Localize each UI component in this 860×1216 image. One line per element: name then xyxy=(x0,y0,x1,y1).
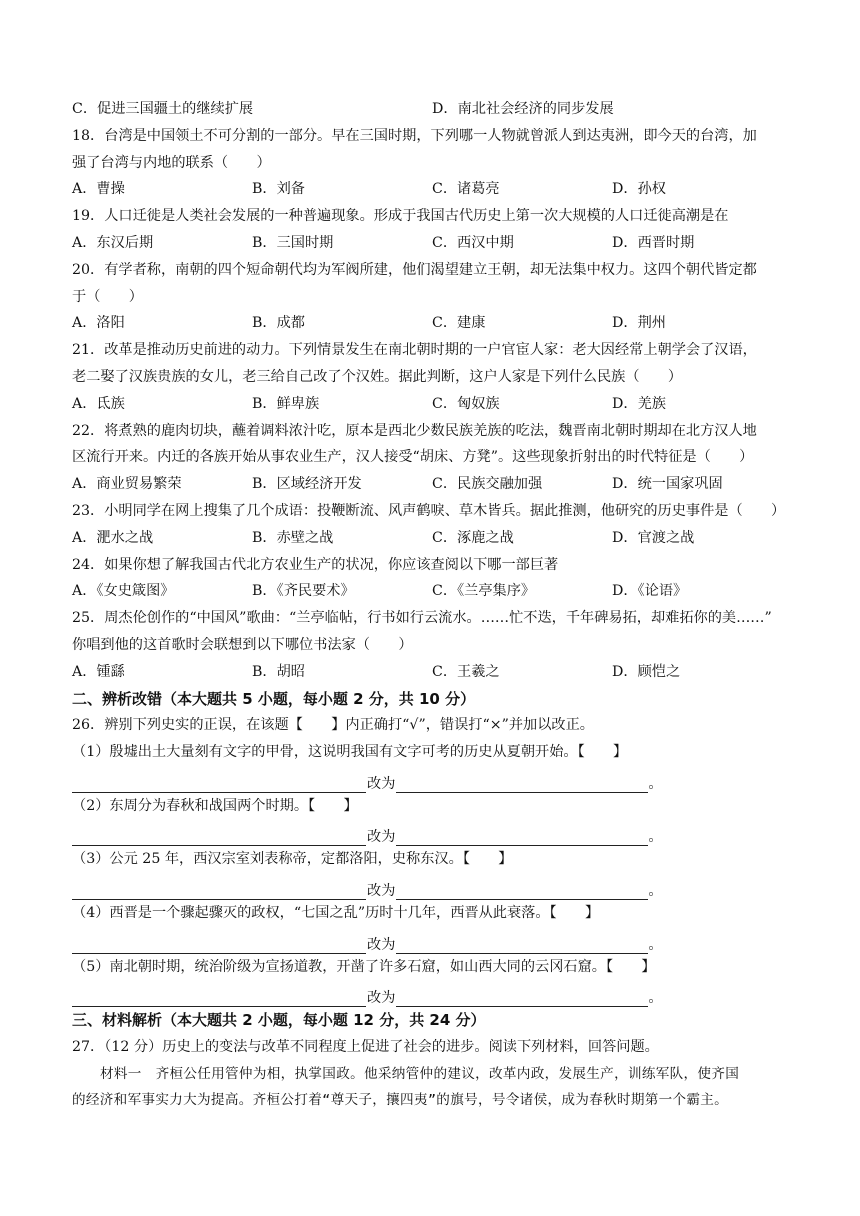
q24-option-d: D．《论语》 xyxy=(612,583,688,600)
answer-end: 。 xyxy=(648,829,663,846)
answer-end: 。 xyxy=(648,936,663,953)
q22-stem-line2: 区流行开来。内迁的各族开始从事农业生产，汉人接受“胡床、方凳”。这些现象折射出的时代特征是（ ） xyxy=(72,449,754,466)
q23-option-c: C．涿鹿之战 xyxy=(432,529,514,546)
q20-option-b: B．成都 xyxy=(252,315,305,332)
answer-label: 改为 xyxy=(367,936,396,953)
q19-option-d: D．西晋时期 xyxy=(612,234,695,251)
q20-stem-line1: 20．有学者称，南朝的四个短命朝代均为军阀所建，他们渴望建立王朝，却无法集中权力。这四个朝代皆定都 xyxy=(72,261,757,278)
q25-option-a: A．锺繇 xyxy=(72,663,125,680)
q23-option-a: A．淝水之战 xyxy=(72,529,154,546)
q26-answer-row-3 xyxy=(72,873,792,900)
answer-end: 。 xyxy=(648,882,663,899)
q19-options xyxy=(72,230,792,257)
q20-stem-line2: 于（ ） xyxy=(72,288,143,305)
answer-blank-original[interactable] xyxy=(72,881,366,900)
q26-stem: 26．辨别下列史实的正误，在该题【 】内正确打“√”，错误打“×”并加以改正。 xyxy=(72,717,594,734)
q21-option-d: D．羌族 xyxy=(612,395,666,412)
q21-option-c: C．匈奴族 xyxy=(432,395,500,412)
q21-stem-line2: 老二娶了汉族贵族的女儿，老三给自己改了个汉姓。据此判断，这户人家是下列什么民族（ ） xyxy=(72,368,683,385)
answer-blank-original[interactable] xyxy=(72,988,366,1007)
q26-answer-row-1 xyxy=(72,766,792,793)
q20-options xyxy=(72,310,792,337)
q25-stem-line1: 25．周杰伦创作的“中国风”歌曲：“兰亭临帖，行书如行云流水。……忙不迭，千年碑易拓，却难拓你的美……” xyxy=(72,610,772,627)
q19-option-c: C．西汉中期 xyxy=(432,234,514,251)
q25-option-c: C．王羲之 xyxy=(432,663,500,680)
q25-option-d: D．顾恺之 xyxy=(612,663,681,680)
q22-option-a: A．商业贸易繁荣 xyxy=(72,476,182,493)
q26-answer-row-5 xyxy=(72,980,792,1007)
answer-end: 。 xyxy=(648,775,663,792)
q23-options xyxy=(72,525,792,552)
q24-option-b: B．《齐民要术》 xyxy=(252,583,355,600)
answer-end: 。 xyxy=(648,990,663,1007)
answer-blank-original[interactable] xyxy=(72,774,366,793)
answer-blank-original[interactable] xyxy=(72,935,366,954)
q18-option-a: A．曹操 xyxy=(72,181,125,198)
answer-blank-correction[interactable] xyxy=(396,881,648,900)
q17-options xyxy=(72,96,792,123)
q21-stem-line1: 21．改革是推动历史前进的动力。下列情景发生在南北朝时期的一户官宦人家：老大因经常上朝学会了汉语， xyxy=(72,342,757,359)
q23-stem-line1: 23．小明同学在网上搜集了几个成语：投鞭断流、风声鹤唳、草木皆兵。据此推测，他研究的历史事件是（ ） xyxy=(72,502,786,519)
q19-option-b: B．三国时期 xyxy=(252,234,334,251)
q24-option-a: A．《女史箴图》 xyxy=(72,583,175,600)
q24-stem-line1: 24．如果你想了解我国古代北方农业生产的状况，你应该查阅以下哪一部巨著 xyxy=(72,556,559,573)
exam-page xyxy=(72,96,792,1114)
q24-options xyxy=(72,578,792,605)
q20-option-a: A．洛阳 xyxy=(72,315,125,332)
answer-label: 改为 xyxy=(367,829,396,846)
q18-stem-line2: 强了台湾与内地的联系（ ） xyxy=(72,154,271,171)
q20-option-c: C．建康 xyxy=(432,315,486,332)
q25-stem-line2: 你唱到他的这首歌时会联想到以下哪位书法家（ ） xyxy=(72,636,413,653)
q21-option-b: B．鲜卑族 xyxy=(252,395,320,412)
q17-option-c: C．促进三国疆土的继续扩展 xyxy=(72,101,254,117)
q25-options xyxy=(72,659,792,686)
q22-option-b: B．区域经济开发 xyxy=(252,476,362,493)
q18-options xyxy=(72,176,792,203)
q23-option-d: D．官渡之战 xyxy=(612,529,695,546)
answer-blank-correction[interactable] xyxy=(396,988,648,1007)
q18-option-b: B．刘备 xyxy=(252,181,305,198)
q17-option-d: D．南北社会经济的同步发展 xyxy=(432,101,614,117)
answer-label: 改为 xyxy=(367,990,396,1007)
q26-item-2: （2）东周分为春秋和战国两个时期。【 】 xyxy=(72,797,358,814)
q26-answer-row-2 xyxy=(72,820,792,847)
q27-stem: 27．（12 分）历史上的变法与改革不同程度上促进了社会的进步。阅读下列材料，回答问题。 xyxy=(72,1038,659,1055)
answer-blank-original[interactable] xyxy=(72,827,366,846)
q24-option-c: C．《兰亭集序》 xyxy=(432,583,536,600)
q22-options xyxy=(72,471,792,498)
answer-blank-correction[interactable] xyxy=(396,774,648,793)
q23-option-b: B．赤壁之战 xyxy=(252,529,334,546)
q26-item-3: （3）公元 25 年，西汉宗室刘表称帝，定都洛阳，史称东汉。【 】 xyxy=(72,851,513,868)
section2-title: 二、辨析改错（本大题共 5 小题，每小题 2 分，共 10 分） xyxy=(72,689,476,708)
q26-item-4: （4）西晋是一个骤起骤灭的政权，“七国之乱”历时十几年，西晋从此衰落。【 】 xyxy=(72,904,600,921)
q21-options xyxy=(72,391,792,418)
q27-material-line1: 材料一 齐桓公任用管仲为相，执掌国政。他采纳管仲的建议，改革内政，发展生产，训练军队，使齐国 xyxy=(100,1065,740,1082)
q18-option-d: D．孙权 xyxy=(612,181,666,198)
q27-material-line2: 的经济和军事实力大为提高。齐桓公打着“尊天子，攘四夷”的旗号，号令诸侯，成为春秋时期第一个霸主。 xyxy=(72,1092,729,1109)
q21-option-a: A．氐族 xyxy=(72,395,125,412)
q22-option-d: D．统一国家巩固 xyxy=(612,476,723,493)
q18-option-c: C．诸葛亮 xyxy=(432,181,500,198)
q26-answer-row-4 xyxy=(72,927,792,954)
q26-item-1: （1）殷墟出土大量刻有文字的甲骨，这说明我国有文字可考的历史从夏朝开始。【 】 xyxy=(72,744,628,761)
q19-stem-line1: 19．人口迁徙是人类社会发展的一种普遍现象。形成于我国古代历史上第一次大规模的人口迁徙高潮是在 xyxy=(72,208,729,225)
answer-blank-correction[interactable] xyxy=(396,827,648,846)
q22-option-c: C．民族交融加强 xyxy=(432,476,543,493)
answer-blank-correction[interactable] xyxy=(396,935,648,954)
q18-stem-line1: 18．台湾是中国领土不可分割的一部分。早在三国时期，下列哪一人物就曾派人到达夷洲，即今天的台湾，加 xyxy=(72,127,757,144)
q22-stem-line1: 22．将煮熟的鹿肉切块，蘸着调料浓汁吃，原本是西北少数民族羌族的吃法，魏晋南北朝时期却在北方汉人地 xyxy=(72,422,757,439)
answer-label: 改为 xyxy=(367,882,396,899)
section3-title: 三、材料解析（本大题共 2 小题，每小题 12 分，共 24 分） xyxy=(72,1011,486,1030)
q20-option-d: D．荆州 xyxy=(612,315,666,332)
answer-label: 改为 xyxy=(367,775,396,792)
q25-option-b: B．胡昭 xyxy=(252,663,305,680)
q26-item-5: （5）南北朝时期，统治阶级为宣扬道教，开凿了许多石窟，如山西大同的云冈石窟。【 】 xyxy=(72,958,656,975)
q19-option-a: A．东汉后期 xyxy=(72,234,154,251)
